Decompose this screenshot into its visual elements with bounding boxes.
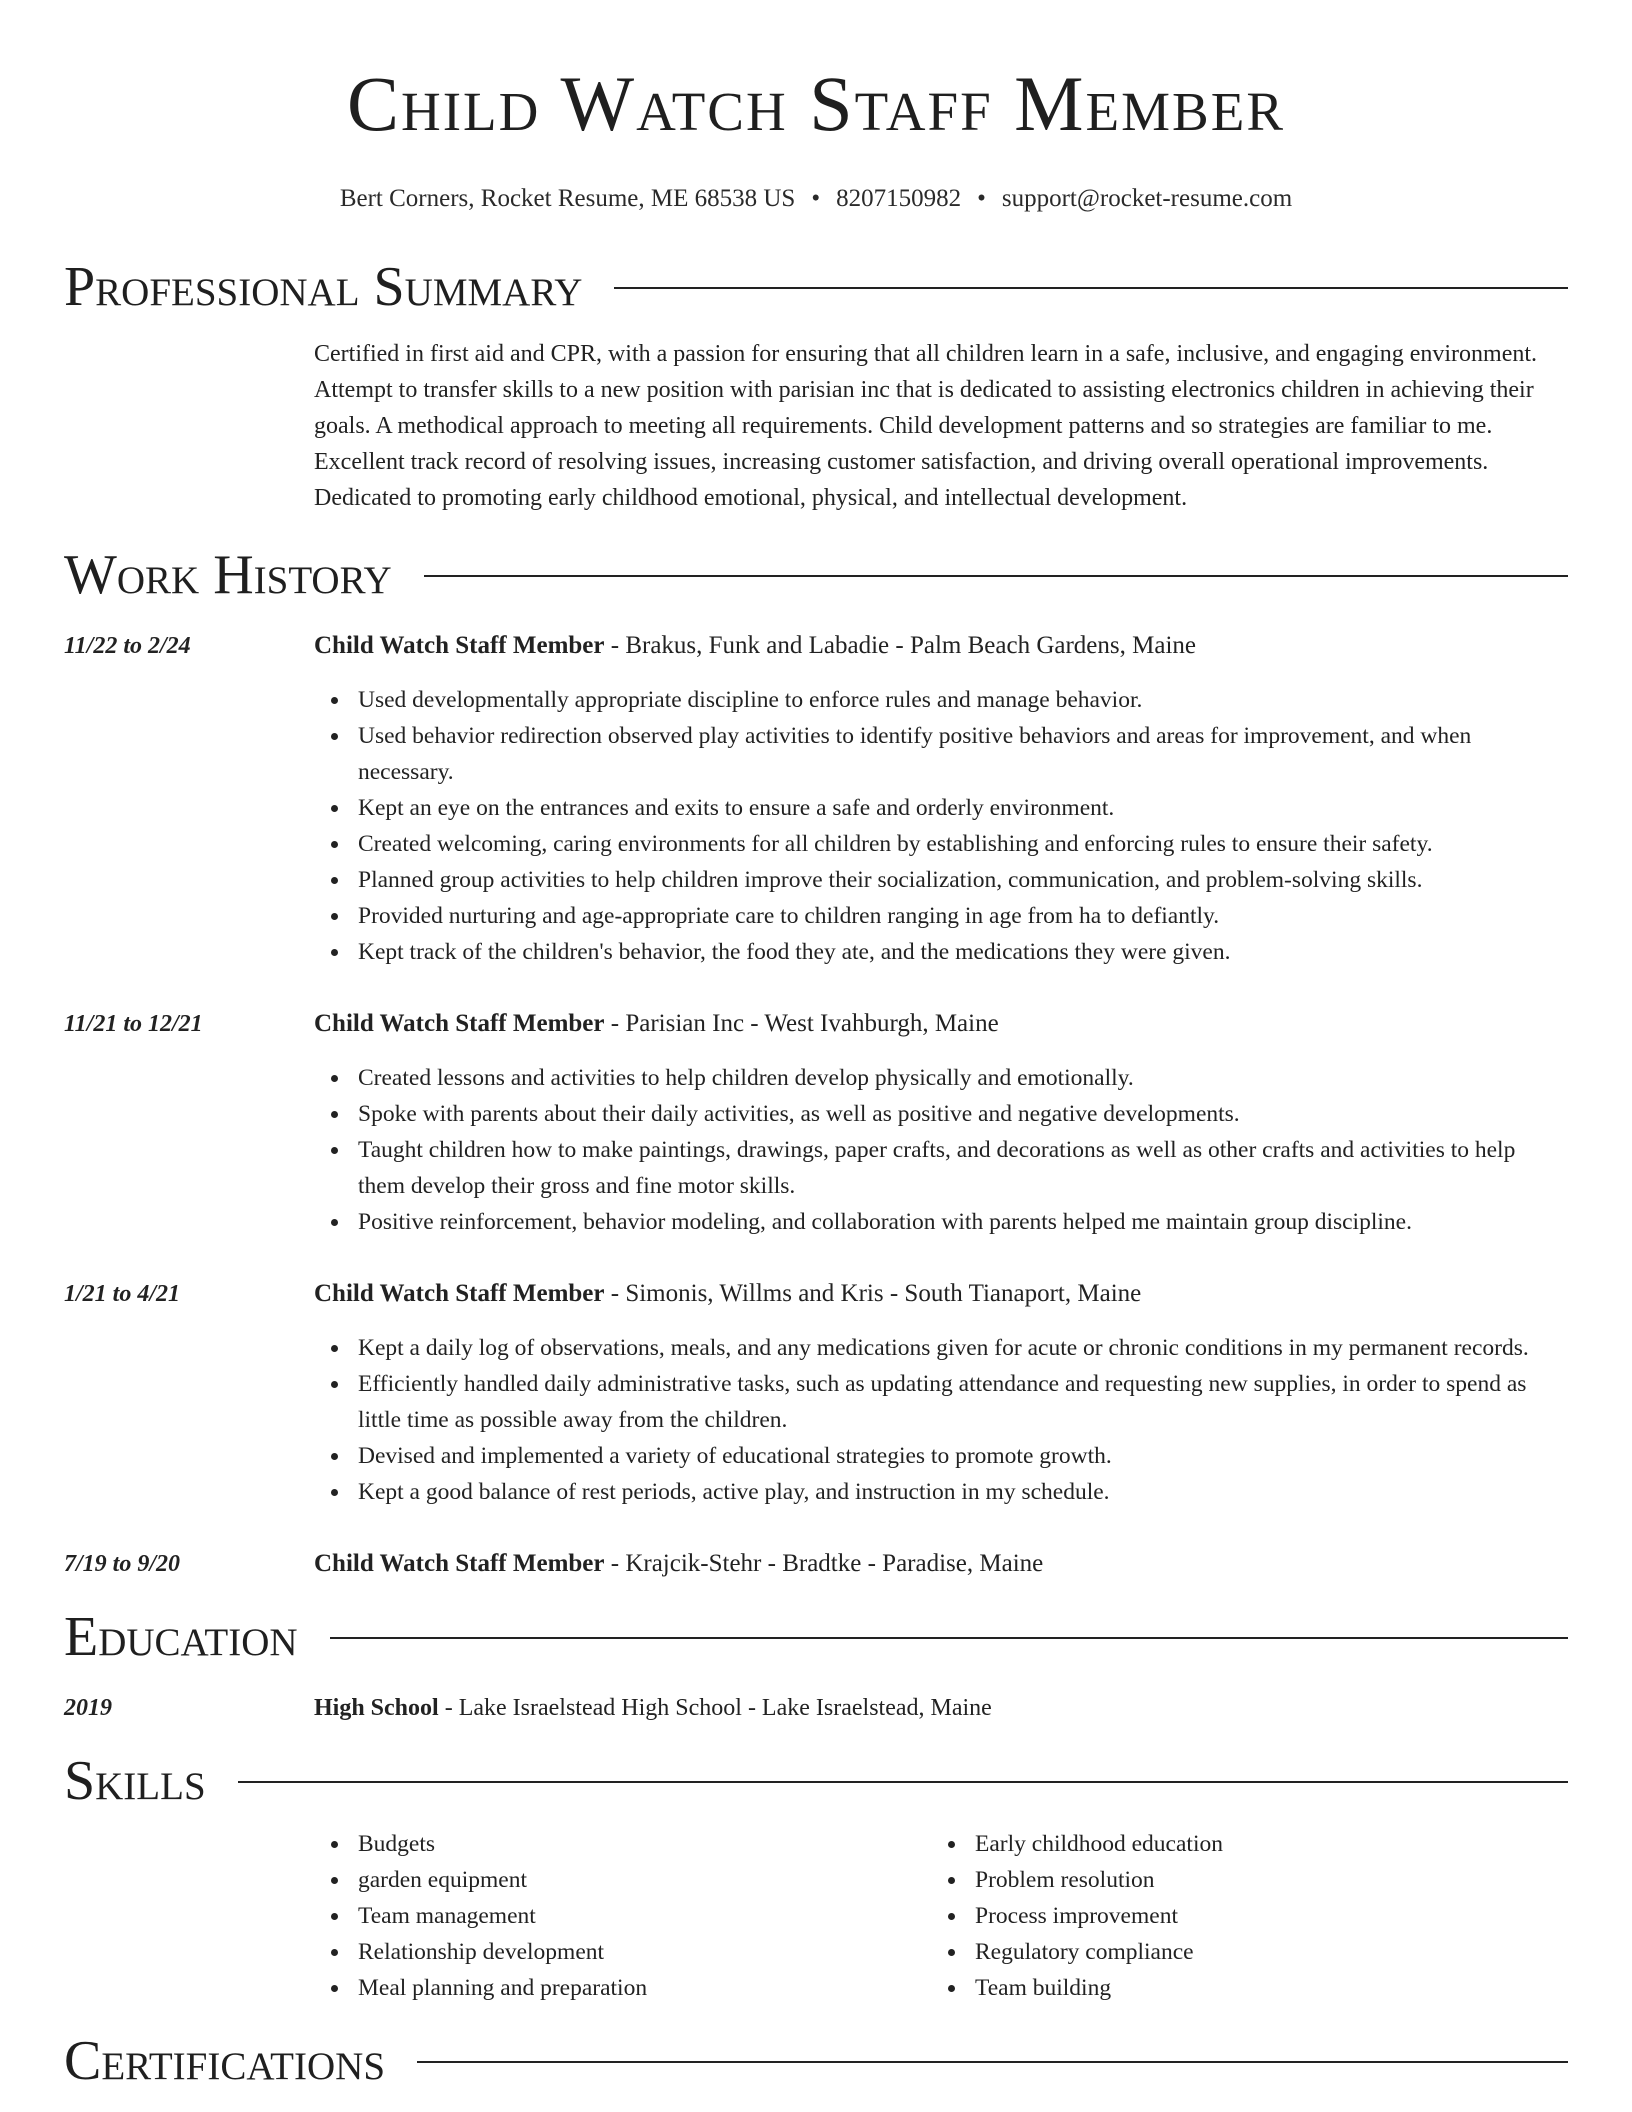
contact-address: Bert Corners, Rocket Resume, ME 68538 US <box>339 185 796 212</box>
skill-item: Regulatory compliance <box>931 1934 1548 1970</box>
job-entry <box>64 628 1568 970</box>
section-heading: Skills <box>64 1750 206 1812</box>
job-bullet: Provided nurturing and age-appropriate care to children ranging in age from ha to defiantly. <box>314 898 1568 934</box>
job-heading <box>314 1276 1568 1312</box>
skill-item: garden equipment <box>314 1862 931 1898</box>
job-dates: 11/21 to 12/21 <box>64 1011 203 1037</box>
job-bullet: Positive reinforcement, behavior modeling, and collaboration with parents helped me maintain group discipline. <box>314 1204 1568 1240</box>
job-bullet: Planned group activities to help children improve their socialization, communication, and problem-solving skills. <box>314 862 1568 898</box>
job-bullet-list <box>314 682 1568 970</box>
work-history-list <box>64 628 1568 1582</box>
resume-title: Child Watch Staff Member <box>347 60 1285 147</box>
job-bullet-list <box>314 1060 1568 1240</box>
job-bullet: Efficiently handled daily administrative tasks, such as updating attendance and requesting new supplies, in order to spend as little time as possible away from the children. <box>314 1366 1568 1438</box>
education-year: 2019 <box>64 1695 112 1721</box>
contact-separator: • <box>977 185 986 212</box>
job-bullet: Used developmentally appropriate discipline to enforce rules and manage behavior. <box>314 682 1568 718</box>
job-heading <box>314 1546 1568 1582</box>
contact-separator: • <box>811 185 821 212</box>
job-bullet: Created lessons and activities to help children develop physically and emotionally. <box>314 1060 1568 1096</box>
job-bullet: Used behavior redirection observed play activities to identify positive behaviors and areas for improvement, and when necessary. <box>314 718 1568 790</box>
section-heading: Certifications <box>64 2030 386 2092</box>
job-bullet: Kept track of the children's behavior, the food they ate, and the medications they were given. <box>314 934 1568 970</box>
job-title: Child Watch Staff Member <box>314 1550 605 1577</box>
skills-list-right <box>931 1826 1548 2006</box>
skill-item: Problem resolution <box>931 1862 1548 1898</box>
skill-item: Process improvement <box>931 1898 1548 1934</box>
job-entry <box>64 1546 1568 1582</box>
resume-page <box>64 0 1568 2092</box>
job-bullet: Kept a good balance of rest periods, active play, and instruction in my schedule. <box>314 1474 1568 1510</box>
section-heading: Professional Summary <box>64 256 583 318</box>
section-divider <box>417 2061 1568 2063</box>
job-company-location: - Simonis, Willms and Kris - South Tianaport, Maine <box>604 1280 1142 1307</box>
job-company-location: - Parisian Inc - West Ivahburgh, Maine <box>604 1010 999 1037</box>
job-title: Child Watch Staff Member <box>314 1280 605 1307</box>
job-bullet: Devised and implemented a variety of educational strategies to promote growth. <box>314 1438 1568 1474</box>
summary-text: Certified in first aid and CPR, with a passion for ensuring that all children learn in a safe, inclusive, and engaging environment. Attempt to transfer skills to a new position with parisian inc that is dedicated to assisting electronics children in achieving their goals. A methodical approach to meeting all requirements. Child development patterns and so strategies are familiar to me. Excellent track record of resolving issues, increasing customer satisfaction, and driving overall operational improvements. Dedicated to promoting early childhood emotional, physical, and intellectual development. <box>314 341 1538 511</box>
education-details: - Lake Israelstead High School - Lake Israelstead, Maine <box>438 1695 992 1721</box>
job-company-location: - Brakus, Funk and Labadie - Palm Beach Gardens, Maine <box>604 632 1197 659</box>
job-bullet: Kept an eye on the entrances and exits to ensure a safe and orderly environment. <box>314 790 1568 826</box>
skill-item: Meal planning and preparation <box>314 1970 931 2006</box>
job-dates: 1/21 to 4/21 <box>64 1281 181 1307</box>
job-heading <box>314 628 1568 664</box>
job-title: Child Watch Staff Member <box>314 632 605 659</box>
section-divider <box>238 1781 1568 1783</box>
education-degree: High School <box>314 1695 439 1721</box>
job-title: Child Watch Staff Member <box>314 1010 605 1037</box>
section-heading: Work History <box>64 544 392 606</box>
skill-item: Budgets <box>314 1826 931 1862</box>
job-bullet-list <box>314 1330 1568 1510</box>
section-divider <box>614 287 1568 289</box>
contact-email: support@rocket-resume.com <box>1001 185 1293 212</box>
section-education-header <box>64 1606 1568 1668</box>
summary-row <box>64 318 1568 516</box>
skill-item: Early childhood education <box>931 1826 1548 1862</box>
job-company-location: - Krajcik-Stehr - Bradtke - Paradise, Maine <box>604 1550 1044 1577</box>
skills-row <box>64 1826 1568 2006</box>
skills-list-left <box>314 1826 931 2006</box>
job-bullet: Created welcoming, caring environments for all children by establishing and enforcing rules to ensure their safety. <box>314 826 1568 862</box>
job-bullet: Kept a daily log of observations, meals, and any medications given for acute or chronic conditions in my permanent records. <box>314 1330 1568 1366</box>
job-entry <box>64 1276 1568 1510</box>
section-divider <box>330 1637 1568 1639</box>
section-certifications-header <box>64 2030 1568 2092</box>
section-skills-header <box>64 1750 1568 1812</box>
job-heading <box>314 1006 1568 1042</box>
contact-line <box>64 184 1568 214</box>
job-bullet: Taught children how to make paintings, drawings, paper crafts, and decorations as well as other crafts and activities to help them develop their gross and fine motor skills. <box>314 1132 1568 1204</box>
section-heading: Education <box>64 1606 298 1668</box>
job-bullet: Spoke with parents about their daily activities, as well as positive and negative developments. <box>314 1096 1568 1132</box>
education-entry <box>64 1690 1568 1726</box>
job-dates: 11/22 to 2/24 <box>64 633 191 659</box>
job-entry <box>64 1006 1568 1240</box>
section-divider <box>424 575 1568 577</box>
job-dates: 7/19 to 9/20 <box>64 1551 181 1577</box>
skill-item: Team building <box>931 1970 1548 2006</box>
skill-item: Team management <box>314 1898 931 1934</box>
skill-item: Relationship development <box>314 1934 931 1970</box>
section-work-header <box>64 544 1568 606</box>
contact-phone: 8207150982 <box>836 185 962 212</box>
section-summary-header <box>64 256 1568 318</box>
